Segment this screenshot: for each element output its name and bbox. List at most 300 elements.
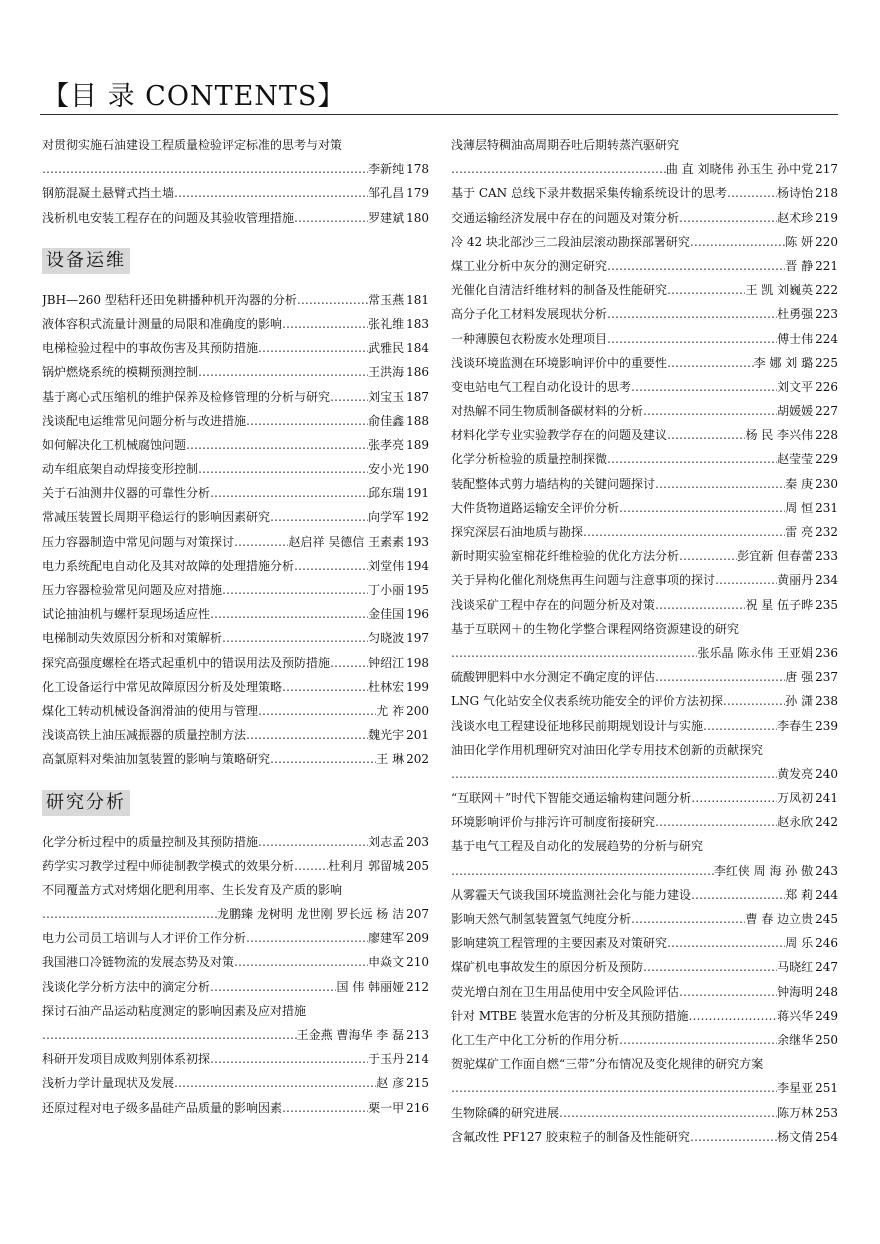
toc-page-number: 249	[815, 1008, 838, 1023]
toc-page-number: 232	[815, 525, 838, 540]
toc-page-number: 226	[815, 379, 838, 394]
section-heading: 研究分析	[42, 790, 130, 816]
toc-page-number: 250	[815, 1033, 838, 1047]
leader-dots	[667, 931, 785, 955]
toc-entry	[42, 1047, 429, 1071]
toc-author: 王洪海	[368, 365, 405, 380]
toc-page-number: 245	[815, 912, 838, 927]
toc-entry	[451, 206, 838, 230]
toc-page-number: 189	[406, 437, 429, 452]
toc-page-number: 196	[406, 607, 429, 622]
toc-author: 陈万林	[777, 1105, 814, 1120]
leader-dots	[297, 288, 368, 312]
toc-entry	[451, 399, 838, 423]
leader-dots	[667, 278, 745, 302]
leader-dots	[174, 1071, 376, 1095]
toc-page-number: 180	[406, 210, 429, 225]
toc-entry	[42, 336, 429, 360]
toc-title: 环境影响评价与排污许可制度衔接研究	[451, 815, 656, 830]
toc-author: 刘文平	[777, 379, 814, 394]
toc-page-number: 218	[815, 186, 838, 201]
toc-author: 赵术珍	[777, 210, 814, 225]
toc-page-number: 246	[815, 936, 838, 951]
leader-dots	[246, 723, 368, 747]
toc-author: 秦 庚	[785, 476, 814, 491]
toc-page-number: 221	[815, 258, 838, 273]
toc-entry	[451, 278, 838, 302]
toc-title: 动车组底架自动焊接变形控制	[42, 462, 199, 477]
toc-page-number: 216	[406, 1100, 429, 1115]
toc-title: 浅谈水电工程建设征地移民前期规划设计与实施	[451, 718, 704, 733]
toc-page-number: 228	[815, 428, 838, 443]
toc-entry	[451, 714, 838, 738]
toc-title: 常减压装置长周期平稳运行的影响因素研究	[42, 510, 271, 525]
toc-title: 电梯制动失效原因分析和对策解析	[42, 631, 223, 646]
leader-dots	[691, 883, 785, 907]
toc-entry	[451, 302, 838, 326]
leader-dots	[282, 312, 368, 336]
toc-entry	[451, 1028, 838, 1052]
toc-author: 曹 春 边立贵	[745, 912, 814, 927]
toc-entry	[42, 505, 429, 529]
toc-author: 万凤初	[777, 791, 814, 806]
toc-author: 张礼维	[368, 316, 405, 331]
leader-dots	[258, 830, 368, 854]
toc-title: 新时期实验室棉花纤维检验的优化方法分析	[451, 549, 680, 564]
leader-dots	[222, 626, 368, 650]
toc-page-number: 187	[406, 389, 429, 404]
toc-entry	[451, 689, 838, 713]
leader-dots	[234, 950, 368, 974]
leader-dots	[210, 1047, 368, 1071]
toc-entry	[42, 975, 429, 999]
toc-page-number: 212	[406, 979, 429, 994]
toc-author: 蒋兴华	[777, 1008, 814, 1023]
toc-page-number: 224	[815, 331, 838, 346]
toc-title: 关于石油测井仪器的可靠性分析	[42, 486, 211, 501]
toc-title: 从雾霾天气谈我国环境监测社会化与能力建设	[451, 887, 692, 902]
leader-dots	[619, 496, 785, 520]
toc-entry-title: 贺驼煤矿工作面自燃“三带”分布情况及变化规律的研究方案	[451, 1057, 764, 1072]
toc-author: 傅士伟	[777, 331, 814, 346]
toc-page-number: 191	[406, 486, 429, 501]
toc-author: 赵永欣	[777, 815, 814, 830]
toc-entry	[451, 907, 838, 931]
toc-title: 钢筋混凝土悬臂式挡土墙	[42, 186, 175, 201]
toc-title: 硫酸钾肥料中水分测定不确定度的评估	[451, 670, 656, 685]
toc-author: 常玉燕	[368, 292, 405, 307]
toc-entry	[42, 830, 429, 854]
toc-title: 科研开发项目成败判别体系初探	[42, 1052, 211, 1067]
toc-page-number: 240	[815, 766, 838, 781]
toc-entry	[451, 327, 838, 351]
toc-entry	[42, 433, 429, 457]
toc-entry	[451, 593, 838, 617]
toc-page-number: 247	[815, 960, 838, 975]
section-heading: 设备运维	[42, 248, 130, 274]
toc-title: 大件货物道路运输安全评价分析	[451, 500, 620, 515]
leader-dots	[246, 926, 368, 950]
toc-page-number: 225	[815, 355, 838, 370]
toc-author: 刘志孟	[368, 834, 405, 849]
leader-dots	[186, 433, 368, 457]
toc-author: 尤 祚	[376, 703, 405, 718]
toc-author: 栗一甲	[368, 1100, 405, 1115]
toc-title: 浅谈配电运维常见问题分析与改进措施	[42, 413, 247, 428]
toc-author: 孙 潇	[785, 694, 814, 709]
toc-author: 黄丽丹	[777, 573, 814, 588]
toc-page-number: 222	[815, 283, 838, 298]
toc-page-number: 219	[815, 210, 838, 225]
toc-entry-continuation	[451, 641, 838, 665]
leader-dots	[42, 157, 368, 181]
toc-page-number: 202	[406, 752, 429, 767]
toc-author: 马晓红	[777, 960, 814, 975]
leader-dots	[210, 602, 368, 626]
toc-entry	[42, 481, 429, 505]
toc-page-number: 230	[815, 476, 838, 491]
toc-entry	[451, 181, 838, 205]
toc-entry	[42, 950, 429, 974]
toc-page-number: 223	[815, 307, 838, 322]
toc-entry	[42, 602, 429, 626]
toc-title: 探究深层石油地质与勘探	[451, 525, 584, 540]
toc-title: 电力系统配电自动化及其对故障的处理措施分析	[42, 558, 295, 573]
toc-page-number: 251	[815, 1081, 838, 1096]
header-rule	[40, 114, 838, 115]
toc-entry	[451, 1004, 838, 1028]
leader-dots	[679, 206, 777, 230]
toc-page-number: 236	[815, 645, 838, 660]
toc-title: 煤工业分析中灰分的测定研究	[451, 258, 608, 273]
toc-title: 试论抽油机与螺杆泵现场适应性	[42, 607, 211, 622]
toc-entry	[451, 980, 838, 1004]
toc-title: 液体容积式流量计测量的局限和准确度的影响	[42, 316, 283, 331]
toc-page-number: 213	[406, 1028, 429, 1043]
toc-page-number: 179	[406, 186, 429, 201]
toc-entry	[451, 472, 838, 496]
toc-author: 张乐晶 陈永伟 王亚娟	[697, 645, 814, 660]
toc-title: 锅炉燃烧系统的模糊预测控制	[42, 365, 199, 380]
toc-entry-continuation	[42, 902, 429, 926]
toc-entry	[42, 530, 429, 554]
toc-entry	[451, 810, 838, 834]
toc-entry	[451, 254, 838, 278]
toc-page-number: 239	[815, 718, 838, 733]
toc-author: 余继华	[777, 1033, 814, 1047]
toc-entry	[451, 230, 838, 254]
toc-author: 刘宝玉	[368, 389, 405, 404]
leader-dots	[607, 447, 777, 471]
toc-title: 浅谈化学分析方法中的滴定分析	[42, 979, 211, 994]
leader-dots	[667, 351, 754, 375]
toc-author: 张孝亮	[368, 437, 405, 452]
leader-dots	[210, 481, 368, 505]
toc-page-number: 186	[406, 365, 429, 380]
toc-page-number: 220	[815, 234, 838, 249]
toc-author: 郑 莉	[785, 887, 814, 902]
toc-title: 煤化工转动机械设备润滑油的使用与管理	[42, 703, 259, 718]
toc-entry-title: 探讨石油产品运动粘度测定的影响因素及应对措施	[42, 1003, 307, 1018]
toc-author: 向学军	[368, 510, 405, 525]
leader-dots	[689, 1004, 778, 1028]
toc-title: 影响建筑工程管理的主要因素及对策研究	[451, 936, 668, 951]
toc-entry-continuation	[451, 157, 838, 181]
leader-dots	[294, 554, 368, 578]
toc-entry	[42, 699, 429, 723]
toc-author: 赵莹莹	[777, 452, 814, 467]
toc-page-number: 188	[406, 413, 429, 428]
left-column	[42, 133, 429, 1120]
toc-title: “互联网＋”时代下智能交通运输构建问题分析	[451, 791, 692, 806]
toc-page-number: 199	[406, 679, 429, 694]
leader-dots	[559, 1101, 777, 1125]
toc-page-number: 183	[406, 316, 429, 331]
toc-title: 化工设备运行中常见故障原因分析及处理策略	[42, 679, 283, 694]
toc-entry	[42, 926, 429, 950]
toc-author: 唐 强	[785, 670, 814, 685]
toc-page-number: 238	[815, 694, 838, 709]
toc-page-number: 198	[406, 655, 429, 670]
leader-dots	[210, 975, 336, 999]
toc-author: 赵启祥 吴德信 王素素	[288, 534, 405, 549]
toc-page-number: 214	[406, 1052, 429, 1067]
leader-dots	[451, 157, 666, 181]
toc-title: 关于异构化催化剂烧焦再生问题与注意事项的探讨	[451, 573, 716, 588]
leader-dots	[451, 1076, 777, 1100]
toc-page-number: 244	[815, 887, 838, 902]
toc-page-number: 192	[406, 510, 429, 525]
toc-page-number: 207	[406, 907, 429, 922]
toc-entry	[42, 626, 429, 650]
toc-page-number: 248	[815, 984, 838, 999]
toc-entry	[42, 385, 429, 409]
leader-dots	[451, 762, 777, 786]
leader-dots	[643, 955, 777, 979]
toc-author: 邹孔昌	[368, 186, 405, 201]
toc-page-number: 233	[815, 549, 838, 564]
toc-title: 探究高强度螺栓在塔式起重机中的错误用法及预防措施	[42, 655, 331, 670]
toc-author: 杜利月 郭留城	[328, 858, 405, 873]
right-column	[451, 133, 838, 1149]
toc-title: 装配整体式剪力墙结构的关键问题探讨	[451, 476, 656, 491]
toc-page-number: 200	[406, 703, 429, 718]
toc-entry	[451, 544, 838, 568]
toc-title: 高分子化工材料发展现状分析	[451, 307, 608, 322]
leader-dots	[174, 181, 368, 205]
toc-author: 曲 直 刘晓伟 孙玉生 孙中党	[665, 162, 814, 177]
leader-dots	[690, 1125, 777, 1149]
leader-dots	[690, 230, 785, 254]
toc-entry	[451, 351, 838, 375]
leader-dots	[655, 593, 745, 617]
toc-entry-continuation	[451, 762, 838, 786]
toc-author: 彭宜新 但春蕾	[737, 549, 814, 564]
toc-entry	[451, 665, 838, 689]
toc-author: 邱东瑞	[368, 486, 405, 501]
toc-page-number: 210	[406, 955, 429, 970]
toc-author: 俞佳鑫	[368, 413, 405, 428]
toc-page-number: 195	[406, 583, 429, 598]
toc-entry	[451, 520, 838, 544]
toc-page-number: 203	[406, 834, 429, 849]
toc-title: 浅谈高铁上油压减振器的质量控制方法	[42, 728, 247, 743]
toc-entry-title: 不同覆盖方式对烤烟化肥利用率、生长发育及产质的影响	[42, 882, 343, 897]
toc-author: 祝 星 伍子晔	[745, 597, 814, 612]
toc-title: JBH—260 型秸秆还田免耕播种机开沟器的分析	[42, 292, 297, 307]
toc-entry	[42, 457, 429, 481]
toc-title: 对热解不同生物质制备碳材料的分析	[451, 404, 644, 419]
leader-dots	[294, 206, 368, 230]
leader-dots	[270, 747, 376, 771]
toc-entry-title: 基于互联网＋的生物化学整合课程网络资源建设的研究	[451, 621, 740, 636]
toc-author: 雷 亮	[785, 525, 814, 540]
toc-page-number: 217	[815, 162, 838, 177]
toc-entry	[451, 1101, 838, 1125]
toc-entry	[451, 496, 838, 520]
toc-page-number: 205	[406, 858, 429, 873]
leader-dots	[282, 675, 368, 699]
toc-author: 安小光	[368, 462, 405, 477]
toc-author: 钟海明	[777, 984, 814, 999]
toc-title: 煤矿机电事故发生的原因分析及预防	[451, 960, 644, 975]
toc-author: 杜林宏	[368, 679, 405, 694]
toc-entry	[42, 675, 429, 699]
toc-entry	[451, 955, 838, 979]
toc-title: 化学分析检验的质量控制探微	[451, 452, 608, 467]
leader-dots	[631, 375, 777, 399]
leader-dots	[607, 302, 777, 326]
toc-author: 刘堂伟	[368, 558, 405, 573]
toc-entry	[42, 288, 429, 312]
toc-author: 李新纯	[368, 162, 405, 177]
toc-author: 杨 民 李兴伟	[745, 428, 814, 443]
leader-dots	[667, 423, 745, 447]
toc-page-number: 253	[815, 1105, 838, 1120]
leader-dots	[715, 568, 777, 592]
toc-entry	[451, 1125, 838, 1149]
toc-author: 晋 静	[785, 258, 814, 273]
toc-author: 陈 妍	[785, 234, 814, 249]
toc-title: LNG 气化站安全仪表系统功能安全的评价方法初探	[451, 694, 723, 709]
toc-author: 赵 彦	[376, 1076, 405, 1091]
toc-title: 生物除磷的研究进展	[451, 1105, 560, 1120]
toc-title: 浅析机电安装工程存在的问题及其验收管理措施	[42, 210, 295, 225]
toc-title: 如何解决化工机械腐蚀问题	[42, 437, 187, 452]
leader-dots	[619, 1028, 777, 1052]
toc-title: 化学分析过程中的质量控制及其预防措施	[42, 834, 259, 849]
toc-entry-title: 油田化学作用机理研究对油田化学专用技术创新的贡献探究	[451, 742, 764, 757]
toc-entry-continuation	[42, 1023, 429, 1047]
section-header-block	[42, 230, 429, 288]
toc-page-number: 243	[815, 863, 838, 878]
toc-entry	[451, 786, 838, 810]
leader-dots	[258, 336, 368, 360]
toc-page-number: 227	[815, 404, 838, 419]
toc-title: 影响天然气制氢装置氢气纯度分析	[451, 912, 632, 927]
toc-entry-title: 对贯彻实施石油建设工程质量检验评定标准的思考与对策	[42, 138, 343, 152]
toc-page-number: 184	[406, 341, 429, 356]
toc-entry-continuation	[42, 157, 429, 181]
toc-entry	[451, 423, 838, 447]
toc-entry	[42, 723, 429, 747]
leader-dots	[42, 902, 217, 926]
toc-entry	[42, 312, 429, 336]
toc-entry	[42, 651, 429, 675]
toc-entry	[451, 883, 838, 907]
toc-page-number: 181	[406, 292, 429, 307]
toc-author: 杨文倩	[777, 1129, 814, 1144]
leader-dots	[198, 360, 368, 384]
toc-author: 王金燕 曹海华 李 磊	[296, 1028, 405, 1043]
leader-dots	[451, 859, 714, 883]
toc-page-number: 193	[406, 534, 429, 549]
toc-entry	[451, 568, 838, 592]
toc-title: 我国港口冷链物流的发展态势及对策	[42, 955, 235, 970]
toc-entry	[42, 854, 429, 878]
toc-entry-continuation	[451, 1076, 838, 1100]
leader-dots	[222, 578, 368, 602]
toc-title: 变电站电气工程自动化设计的思考	[451, 379, 632, 394]
leader-dots	[703, 714, 777, 738]
toc-page-number: 215	[406, 1076, 429, 1091]
toc-author: 钟绍江	[368, 655, 405, 670]
leader-dots	[234, 530, 288, 554]
toc-entry	[42, 1096, 429, 1120]
toc-title: 冷 42 块北部沙三二段油层滚动勘探部署研究	[451, 234, 690, 249]
toc-title: 浅析力学计量现状及发展	[42, 1076, 175, 1091]
toc-entry	[451, 447, 838, 471]
leader-dots	[679, 980, 777, 1004]
toc-page-number: 231	[815, 500, 838, 515]
leader-dots	[270, 505, 368, 529]
toc-author: 金佳国	[368, 607, 405, 622]
toc-entry	[42, 578, 429, 602]
leader-dots	[727, 181, 777, 205]
toc-title: 高氯原料对柴油加氢装置的影响与策略研究	[42, 752, 271, 767]
leader-dots	[607, 327, 777, 351]
toc-entry	[451, 931, 838, 955]
toc-author: 李星亚	[777, 1081, 814, 1096]
toc-author: 李春生	[777, 718, 814, 733]
toc-title: 针对 MTBE 装置水危害的分析及其预防措施	[451, 1008, 689, 1023]
toc-page-number: 209	[406, 931, 429, 946]
toc-author: 廖建军	[368, 931, 405, 946]
leader-dots	[282, 1096, 368, 1120]
leader-dots	[643, 399, 777, 423]
toc-author: 周 乐	[785, 936, 814, 951]
toc-title: 浅谈采矿工程中存在的问题分析及对策	[451, 597, 656, 612]
toc-page-number: 254	[815, 1129, 838, 1144]
toc-title: 基于离心式压缩机的维护保养及检修管理的分析与研究	[42, 389, 331, 404]
toc-title: 电梯检验过程中的事故伤害及其预防措施	[42, 341, 259, 356]
toc-author: 胡媛媛	[777, 404, 814, 419]
toc-entry	[42, 409, 429, 433]
toc-author: 武雅民	[368, 341, 405, 356]
toc-page-number: 241	[815, 791, 838, 806]
leader-dots	[583, 520, 785, 544]
toc-title: 压力容器检验常见问题及应对措施	[42, 583, 223, 598]
toc-page-number: 194	[406, 558, 429, 573]
toc-page-number: 229	[815, 452, 838, 467]
toc-page-number: 235	[815, 597, 838, 612]
toc-author: 王 凯 刘巍英	[745, 283, 814, 298]
toc-author: 申焱文	[368, 955, 405, 970]
toc-title: 材料化学专业实验教学存在的问题及建议	[451, 428, 668, 443]
toc-entry-title: 基于电气工程及自动化的发展趋势的分析与研究	[451, 839, 704, 854]
leader-dots	[246, 409, 368, 433]
toc-entry	[42, 206, 429, 230]
